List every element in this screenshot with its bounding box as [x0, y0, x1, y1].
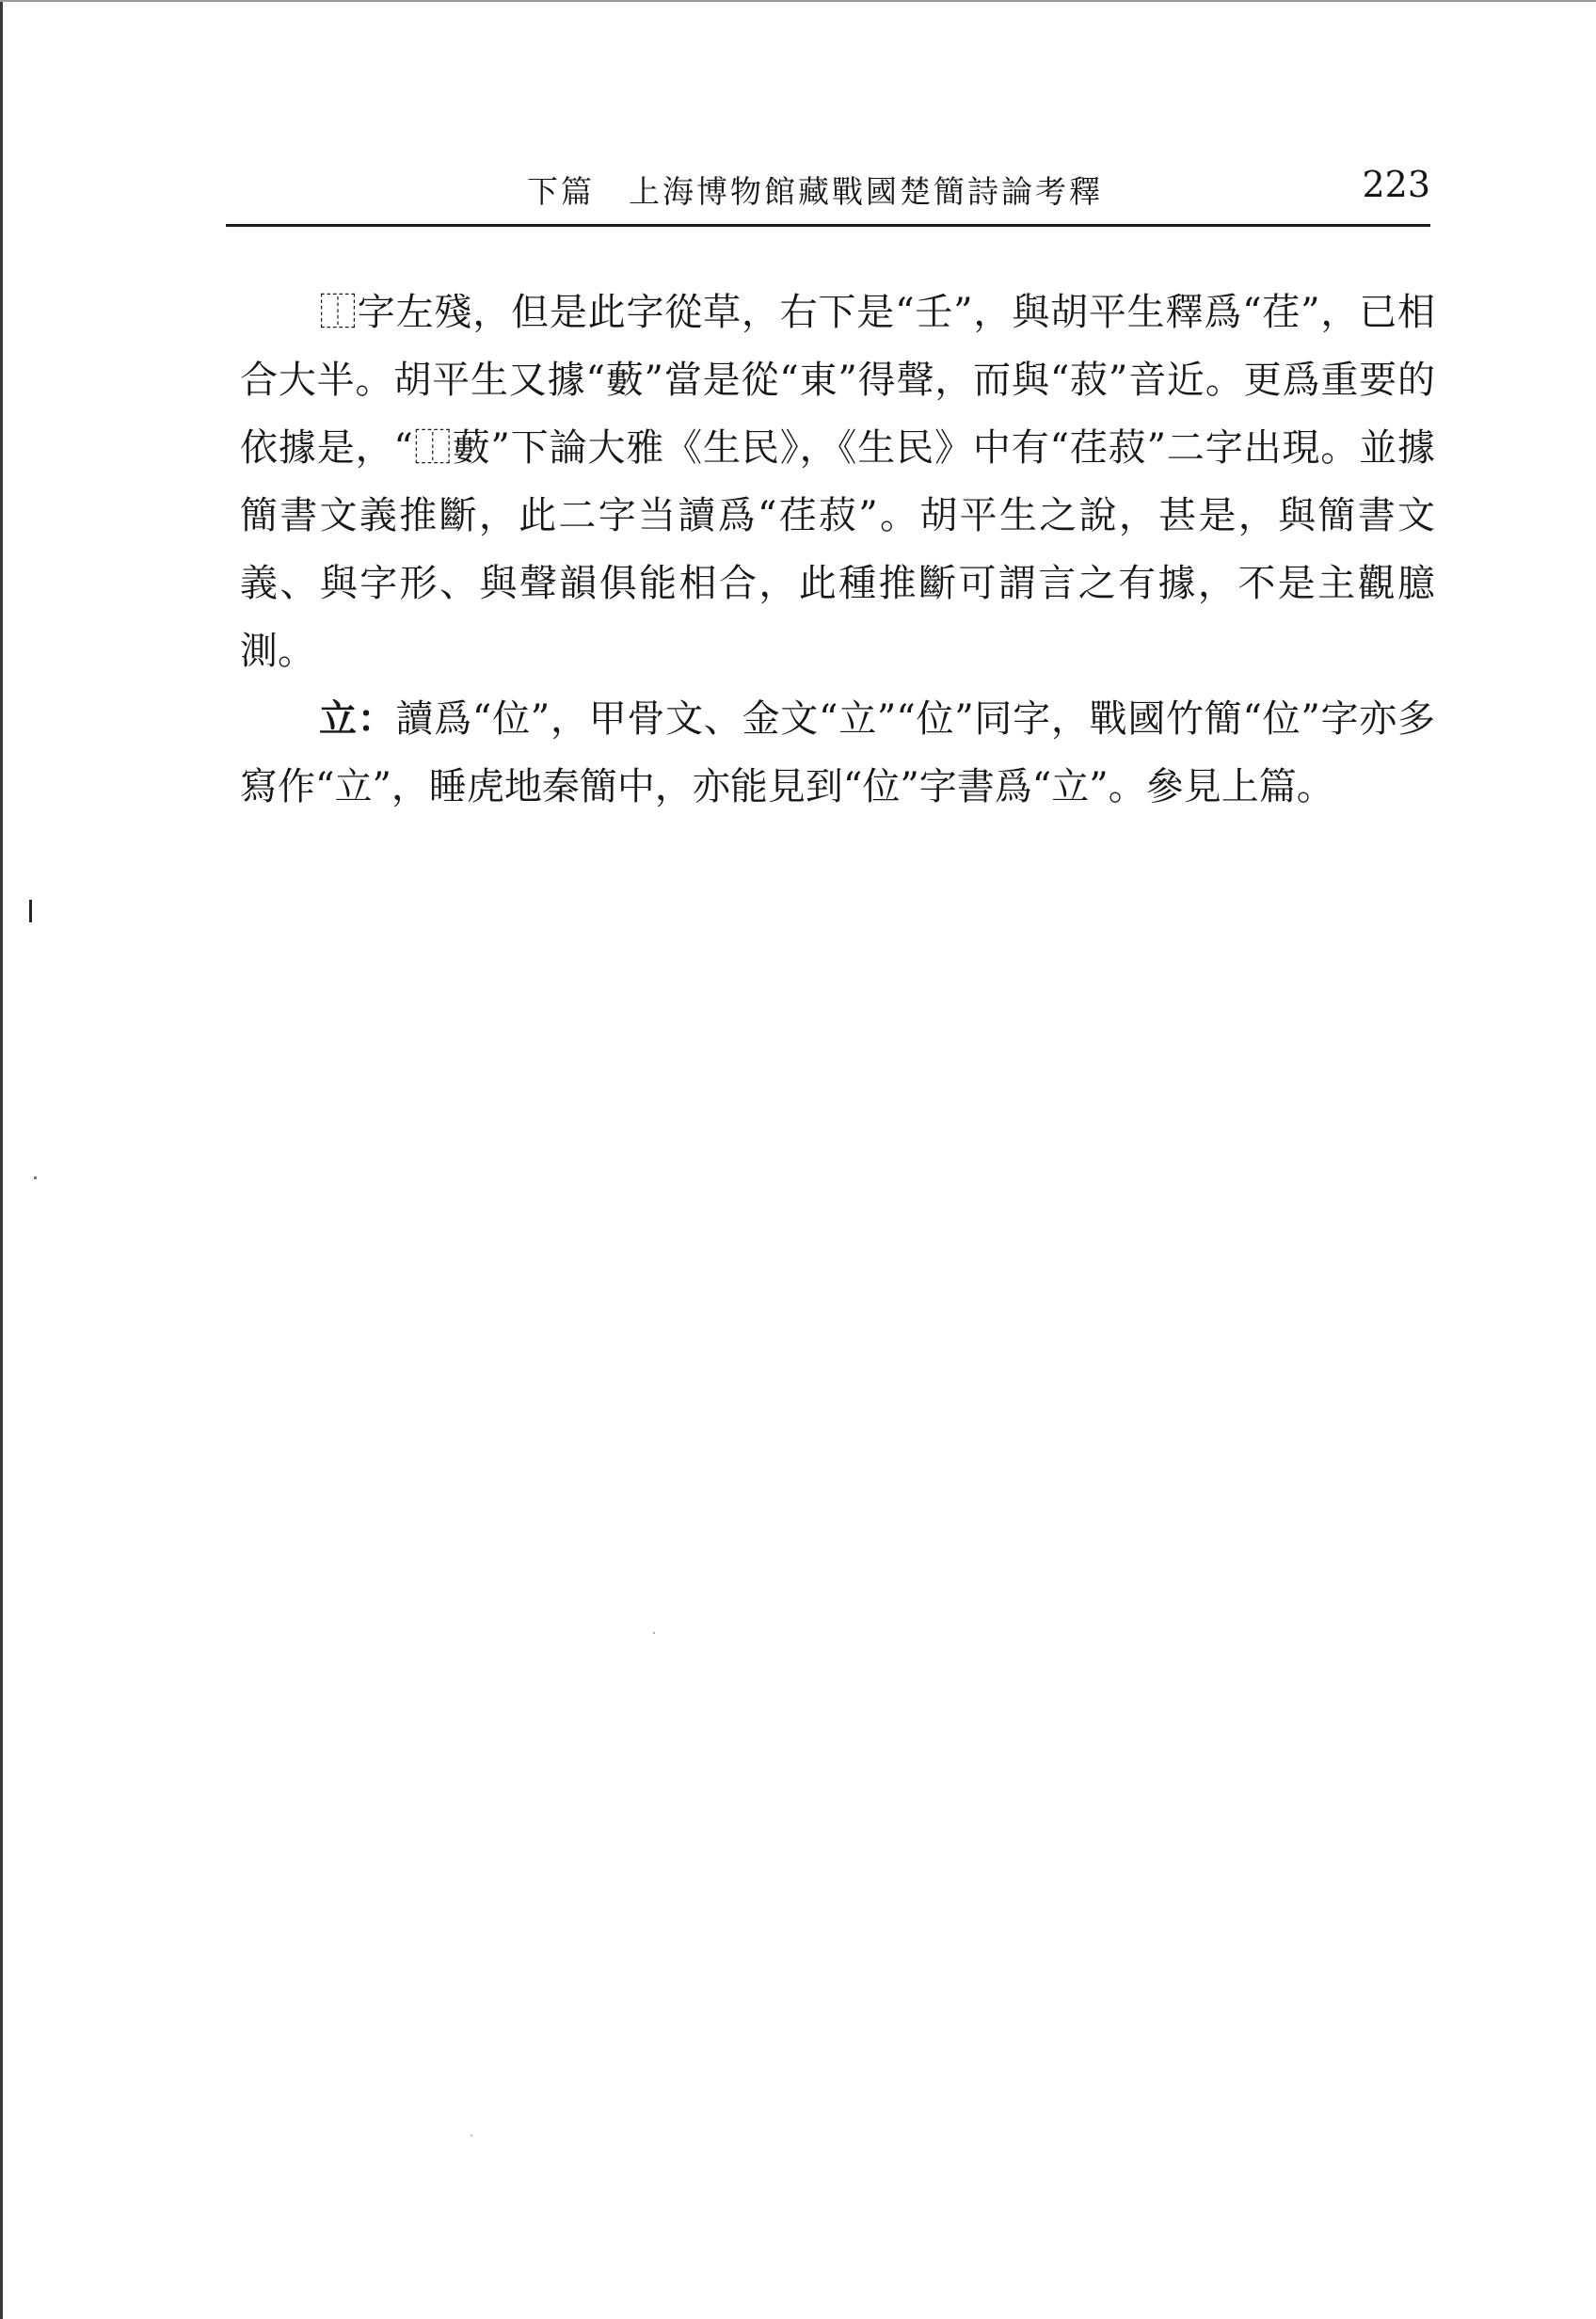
paragraph-2: [240, 685, 1435, 821]
page-header: [226, 160, 1430, 216]
page-number: 223: [1362, 164, 1430, 205]
scan-speck: [653, 1632, 655, 1634]
page-left-edge: [0, 0, 3, 2319]
scan-speck: [471, 2135, 472, 2136]
body-text: [240, 279, 1435, 821]
entry-term: 立：: [319, 696, 396, 741]
page-top-edge: [0, 0, 1596, 2]
paragraph-1-text: ⿰字左殘，但是此字從草，右下是“壬”，與胡平生釋爲“荏”，已相合大半。胡平生又據“藪”當是從“東”得聲，而與“菽”音近。更爲重要的依據是，“⿰藪”下論大雅《生民》，《生民》中有“荏菽”二字出現。並據簡書文義推斷，此二字当讀爲“荏菽”。胡平生之說，甚是，與簡書文義、與字形、與聲韻俱能相合，此種推斷可謂言之有據，不是主觀臆測。: [240, 291, 1435, 673]
paragraph-1: [240, 279, 1435, 685]
scan-mark: [29, 900, 32, 922]
header-rule: [226, 224, 1430, 227]
running-title: 下篇 上海博物館藏戰國楚簡詩論考釋: [527, 173, 1103, 210]
scan-speck: [34, 1176, 37, 1179]
paragraph-2-text: 讀爲“位”，甲骨文、金文“立”“位”同字，戰國竹簡“位”字亦多寫作“立”，睡虎地秦簡中，亦能見到“位”字書爲“立”。參見上篇。: [240, 697, 1436, 808]
